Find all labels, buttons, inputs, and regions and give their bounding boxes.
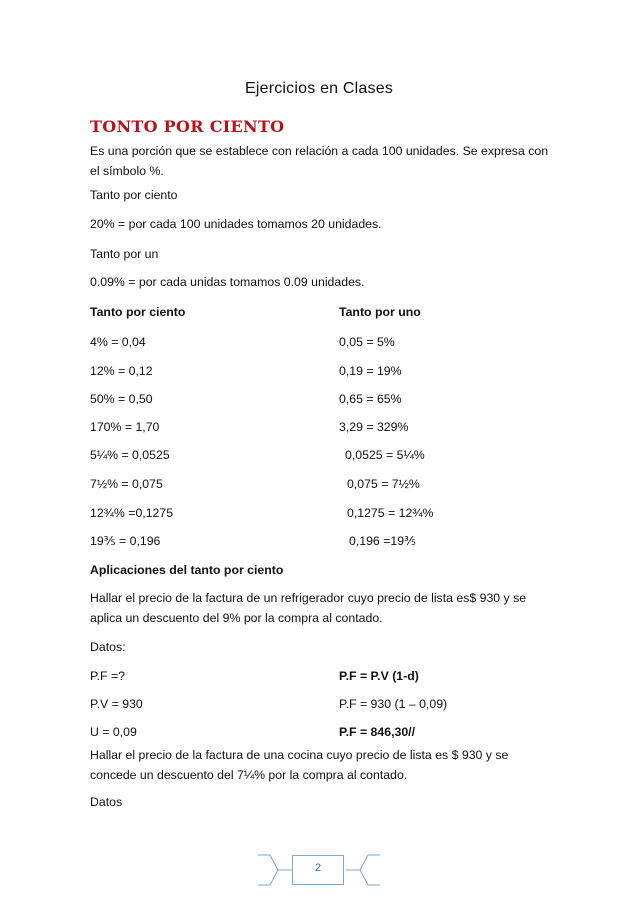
page-number: 2 [314,862,322,874]
table-cell: 0,05 = 5% [339,335,395,349]
tanto-por-ciento-label: Tanto por ciento [90,188,178,202]
table-cell: 0,65 = 65% [339,392,402,406]
datos-label-1: Datos: [90,640,126,654]
example-uno: 0.09% = por cada unidas tomamos 0.09 unidades. [90,275,365,289]
table-cell: 0,0525 = 5¼% [345,448,425,462]
table-cell: 12% = 0,12 [90,364,153,378]
formula-cell: P.F = P.V (1-d) [339,669,419,683]
table-header-uno: Tanto por uno [339,305,421,319]
table-cell: 12¾% =0,1275 [90,506,174,520]
table-cell: 50% = 0,50 [90,392,153,406]
table-cell: 3,29 = 329% [339,420,409,434]
table-cell: 0,075 = 7½% [347,477,420,491]
datos-cell: P.F =? [90,669,125,683]
table-cell: 0,19 = 19% [339,364,402,378]
datos-cell: U = 0,09 [90,725,137,739]
section-heading: TONTO POR CIENTO [90,117,285,136]
table-cell: 0,1275 = 12¾% [347,506,434,520]
table-cell: 170% = 1,70 [90,420,160,434]
problem-2: Hallar el precio de la factura de una cocina cuyo precio de lista es $ 930 y se concede un descuento del 7¼% por la compra al contado. [90,748,509,782]
table-cell: 19⅗ = 0,196 [90,534,161,548]
intro-paragraph: Es una porción que se establece con relación a cada 100 unidades. Se expresa con el símbolo %. [90,144,549,178]
problem-1: Hallar el precio de la factura de un refrigerador cuyo precio de lista es$ 930 y se aplica un descuento del 9% por la compra al contado. [90,591,527,625]
example-ciento: 20% = por cada 100 unidades tomamos 20 unidades. [90,217,382,231]
aplicaciones-heading: Aplicaciones del tanto por ciento [90,563,284,577]
datos-label-2: Datos [90,795,123,809]
table-cell: 0,196 =19⅗ [349,534,416,548]
result-cell: P.F = 846,30// [339,725,416,739]
page-title: Ejercicios en Clases [244,80,394,97]
tanto-por-un-label: Tanto por un [90,247,159,261]
table-cell: 7½% = 0,075 [90,477,163,491]
table-cell: 4% = 0,04 [90,335,146,349]
table-header-ciento: Tanto por ciento [90,305,186,319]
formula-cell: P.F = 930 (1 – 0,09) [339,697,448,711]
datos-cell: P.V = 930 [90,697,143,711]
table-cell: 5¼% = 0,0525 [90,448,170,462]
